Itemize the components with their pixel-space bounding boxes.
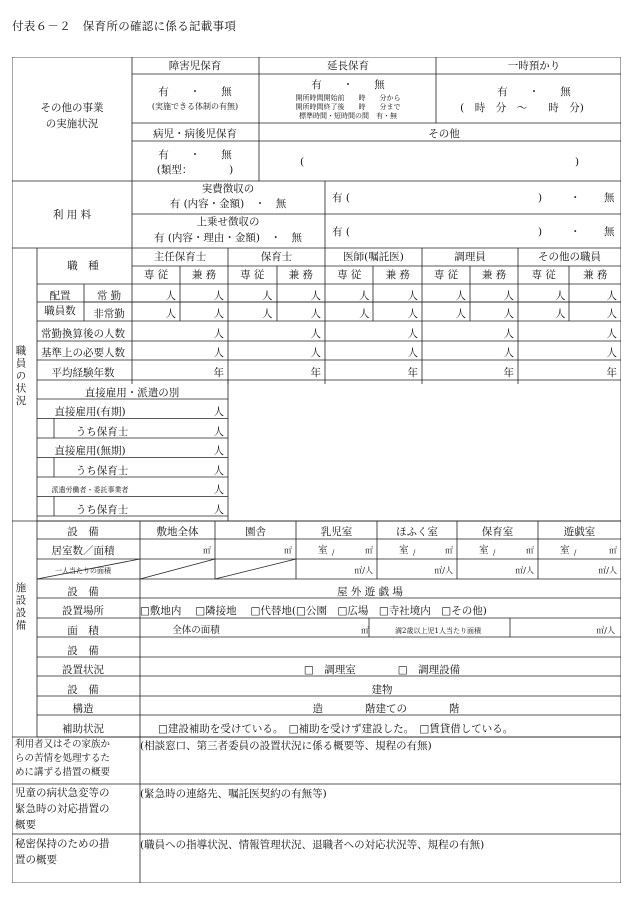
playground-header: 屋 外 遊 戯 場 xyxy=(337,586,403,598)
fte-count[interactable]: 人 xyxy=(213,328,224,340)
staff-role-header: 医師(嘱託医) xyxy=(343,251,404,263)
facility-room-unit[interactable]: 室 xyxy=(399,545,409,556)
playground-equipment-label: 設 備 xyxy=(67,586,99,598)
location-label: 設置場所 xyxy=(62,605,104,617)
extended-end-time: 開所時間終了後 時 分まで xyxy=(295,103,401,111)
other-services-label-2: の実施状況 xyxy=(45,118,99,130)
building-header: 建物 xyxy=(371,684,393,696)
sick-care-header: 病児・病後児保育 xyxy=(153,128,237,140)
facility-per-person-unit[interactable]: ㎡/人 xyxy=(354,566,373,575)
avg-years-value[interactable]: 年 xyxy=(407,367,418,379)
complaints-label-1: 利用者又はその家族か xyxy=(15,739,111,750)
fulltime-exclusive-header: 専 従 xyxy=(240,269,265,281)
extra-cost-detail-close: ) xyxy=(538,226,543,238)
sick-yes-no[interactable]: 有 ・ 無 xyxy=(158,149,232,161)
facility-room-unit[interactable]: 室 xyxy=(560,545,570,556)
regular-label: 常 勤 xyxy=(96,290,122,302)
avg-years-label: 平均経験年数 xyxy=(51,367,115,379)
extra-cost-no[interactable]: 無 xyxy=(604,226,615,238)
actual-cost-yes-no[interactable]: 有 (内容・金額) ・ 無 xyxy=(169,198,287,210)
area-label: 面 積 xyxy=(67,625,99,637)
equipment-label: 設 備 xyxy=(67,526,99,538)
grid-line xyxy=(215,559,296,579)
subsidy-options[interactable]: □建設補助を受けている。 □補助を受けず建設した。 □賃貸借している。 xyxy=(158,723,514,735)
regular-concurrent-count[interactable]: 人 xyxy=(310,290,321,302)
nonregular-concurrent-count[interactable]: 人 xyxy=(407,308,418,320)
required-count[interactable]: 人 xyxy=(606,347,617,359)
facility-room-unit[interactable]: 室 xyxy=(479,545,489,556)
fulltime-exclusive-header: 専 従 xyxy=(143,269,169,281)
nonregular-label: 非常勤 xyxy=(93,308,125,320)
fte-count[interactable]: 人 xyxy=(310,328,321,340)
nonregular-concurrent-count[interactable]: 人 xyxy=(606,308,617,320)
other-header: その他 xyxy=(428,128,460,140)
sick-type[interactable]: (類型： ) xyxy=(156,164,234,176)
staff-role-header: 保育士 xyxy=(260,251,293,263)
kitchen-options[interactable]: □ 調理室 □ 調理設備 xyxy=(303,664,461,676)
avg-years-value[interactable]: 年 xyxy=(310,367,321,379)
kitchen-equipment-label: 設 備 xyxy=(67,645,99,657)
employment-row-count[interactable]: 人 xyxy=(213,445,224,457)
actual-cost-detail-open: 有 ( xyxy=(332,192,350,204)
staff-role-header: 調理員 xyxy=(454,251,486,263)
disability-yes-no[interactable]: 有 ・ 無 xyxy=(158,86,232,98)
subsidy-label: 補助状況 xyxy=(62,723,104,735)
required-count[interactable]: 人 xyxy=(213,347,224,359)
regular-exclusive-count[interactable]: 人 xyxy=(165,290,176,302)
employment-row-count[interactable]: 人 xyxy=(213,503,224,516)
regular-exclusive-count[interactable]: 人 xyxy=(455,290,466,302)
regular-exclusive-count[interactable]: 人 xyxy=(555,290,566,302)
extended-standard-time: 標準時間・短時間の間 有・無 xyxy=(299,112,397,120)
avg-years-value[interactable]: 年 xyxy=(503,367,514,379)
other-paren-close: ) xyxy=(575,156,580,168)
page-title: 付表６－２ 保育所の確認に係る記載事項 xyxy=(12,19,237,33)
structure-label: 構造 xyxy=(72,703,94,715)
fees-label: 利 用 料 xyxy=(52,209,92,221)
extended-yes-no[interactable]: 有 ・ 無 xyxy=(311,79,385,91)
employment-header: 直接雇用・派遣の別 xyxy=(84,387,180,399)
extra-cost-detail-open: 有 ( xyxy=(332,226,350,238)
required-label: 基準上の必要人数 xyxy=(41,347,125,359)
facility-column-header: 園舎 xyxy=(245,526,266,538)
install-status-label: 設置状況 xyxy=(62,664,104,676)
nonregular-exclusive-count[interactable]: 人 xyxy=(165,308,176,320)
employment-row-label: うち保育士 xyxy=(75,464,129,477)
required-count[interactable]: 人 xyxy=(407,347,418,359)
fte-count[interactable]: 人 xyxy=(407,328,418,340)
building-equipment-label: 設 備 xyxy=(67,684,99,696)
nonregular-concurrent-count[interactable]: 人 xyxy=(503,308,514,320)
extended-start-time: 開所時間開始前 時 分から xyxy=(295,94,401,102)
location-options[interactable]: □敷地内 □隣接地 □代替地(□公園 □広場 □寺社境内 □その他) xyxy=(140,605,487,617)
facility-slash: / xyxy=(332,549,335,557)
avg-years-value[interactable]: 年 xyxy=(213,367,224,379)
other-paren-open: ( xyxy=(300,156,305,168)
required-count[interactable]: 人 xyxy=(310,347,321,359)
facility-slash: / xyxy=(574,549,577,557)
nonregular-exclusive-count[interactable]: 人 xyxy=(555,308,566,320)
employment-row-label: うち保育士 xyxy=(75,425,129,438)
facility-per-person-unit[interactable]: ㎡/人 xyxy=(515,566,534,575)
facility-column-header: 保育室 xyxy=(481,526,514,538)
fulltime-exclusive-header: 専 従 xyxy=(531,269,556,281)
actual-cost-no[interactable]: 無 xyxy=(604,192,615,204)
confidentiality-value[interactable]: (職員への指導状況、情報管理状況、退職者への対応状況等、規程の有無) xyxy=(140,839,485,851)
per-person-area-label: 一人当たりの面積 xyxy=(55,567,111,575)
facility-section-label: 施設設備 xyxy=(14,582,27,632)
extra-cost-yes-no[interactable]: 有 (内容・理由・金額) ・ 無 xyxy=(153,232,303,244)
confidentiality-label-2: 置の概要 xyxy=(15,854,57,866)
fulltime-exclusive-header: 専 従 xyxy=(433,269,459,281)
emergency-label-3: 概要 xyxy=(15,819,36,831)
actual-cost-detail-close: ) xyxy=(538,192,543,204)
facility-area-unit[interactable]: ㎡ xyxy=(284,546,292,555)
confidentiality-label-1: 秘密保持のための措 xyxy=(15,838,110,850)
regular-exclusive-count[interactable]: 人 xyxy=(359,290,370,302)
complaints-label-2: らの苦情を処理するた xyxy=(15,753,111,764)
facility-slash: / xyxy=(493,549,496,557)
facility-area-unit[interactable]: ㎡ xyxy=(609,546,617,555)
regular-concurrent-count[interactable]: 人 xyxy=(407,290,418,302)
rooms-area-label: 居室数／面積 xyxy=(51,545,115,557)
employment-row-label: 派遣労働者・委託事業者 xyxy=(51,486,129,494)
employment-row-label: うち保育士 xyxy=(75,503,129,516)
extra-cost-label: 上乗せ徴収の xyxy=(196,216,260,228)
disability-care-header: 障害児保育 xyxy=(168,60,222,72)
temporary-yes-no[interactable]: 有 ・ 無 xyxy=(497,86,571,98)
regular-concurrent-count[interactable]: 人 xyxy=(503,290,514,302)
employment-row-label: 直接雇用(有期) xyxy=(54,406,126,418)
total-area-unit: ㎡ xyxy=(361,626,369,635)
complaints-value[interactable]: (相談窓口、第三者委員の設置状況に係る概要等、規程の有無) xyxy=(140,740,432,752)
employment-row-count[interactable]: 人 xyxy=(213,484,224,496)
required-count[interactable]: 人 xyxy=(503,347,514,359)
concurrent-header: 兼 務 xyxy=(288,269,313,281)
concurrent-header: 兼 務 xyxy=(385,269,410,281)
job-type-label: 職 種 xyxy=(67,260,99,272)
nonregular-concurrent-count[interactable]: 人 xyxy=(310,308,321,320)
staff-role-header: 主任保育士 xyxy=(153,251,207,263)
employment-row-count[interactable]: 人 xyxy=(213,425,224,438)
fte-count[interactable]: 人 xyxy=(606,328,617,340)
concurrent-header: 兼 務 xyxy=(481,269,507,281)
regular-exclusive-count[interactable]: 人 xyxy=(262,290,273,302)
total-area-label: 全体の面積 xyxy=(172,625,220,636)
facility-area-unit[interactable]: ㎡ xyxy=(445,546,453,555)
temporary-care-header: 一時預かり xyxy=(507,60,561,72)
temporary-time[interactable]: ( 時 分 ～ 時 分) xyxy=(460,102,584,114)
facility-per-person-unit[interactable]: ㎡/人 xyxy=(598,566,617,575)
grid-line xyxy=(140,559,215,579)
disability-note: (実施できる体制の有無) xyxy=(151,102,239,111)
actual-cost-dot: ・ xyxy=(570,192,581,204)
placement-label: 配置 xyxy=(49,290,71,302)
facility-area-unit[interactable]: ㎡ xyxy=(365,546,373,555)
avg-years-value[interactable]: 年 xyxy=(606,367,617,379)
other-services-label: その他の事業 xyxy=(40,102,104,114)
nonregular-exclusive-count[interactable]: 人 xyxy=(262,308,273,320)
facility-column-header: 敷地全体 xyxy=(156,526,199,538)
concurrent-header: 兼 務 xyxy=(583,269,608,281)
fulltime-exclusive-header: 専 従 xyxy=(337,269,362,281)
form-table xyxy=(12,57,621,883)
nonregular-concurrent-count[interactable]: 人 xyxy=(213,308,224,320)
concurrent-header: 兼 務 xyxy=(191,269,217,281)
staff-section-label: 職員の状況 xyxy=(14,345,27,408)
facility-area-unit[interactable]: ㎡ xyxy=(526,546,534,555)
structure-value[interactable]: 造 階建ての 階 xyxy=(312,703,460,715)
facility-per-person-unit[interactable]: ㎡/人 xyxy=(434,566,453,575)
employment-row-label: 直接雇用(無期) xyxy=(54,445,126,457)
emergency-label-1: 児童の病状急変等の xyxy=(15,787,110,799)
regular-concurrent-count[interactable]: 人 xyxy=(213,290,224,302)
extended-care-header: 延長保育 xyxy=(327,60,369,72)
extra-cost-dot: ・ xyxy=(570,226,581,238)
placement-label-2: 職員数 xyxy=(44,305,76,317)
complaints-label-3: めに講ずる措置の概要 xyxy=(15,767,111,778)
actual-cost-label: 実費徴収の xyxy=(201,183,255,195)
facility-column-header: ほふく室 xyxy=(396,526,438,538)
nonregular-exclusive-count[interactable]: 人 xyxy=(359,308,370,320)
facility-area-unit[interactable]: ㎡ xyxy=(203,546,211,555)
staff-role-header: その他の職員 xyxy=(538,251,601,263)
regular-concurrent-count[interactable]: 人 xyxy=(606,290,617,302)
facility-slash: / xyxy=(413,549,416,557)
employment-row-count[interactable]: 人 xyxy=(213,464,224,477)
emergency-label-2: 緊急時の対応措置の xyxy=(15,803,110,815)
employment-row-count[interactable]: 人 xyxy=(213,406,224,418)
fte-label: 常勤換算後の人数 xyxy=(41,328,125,340)
emergency-value[interactable]: (緊急時の連絡先、嘱託医契約の有無等) xyxy=(140,788,327,800)
under2-area-unit: ㎡/人 xyxy=(596,626,615,635)
facility-column-header: 遊戯室 xyxy=(563,526,596,538)
facility-room-unit[interactable]: 室 xyxy=(318,545,328,556)
nonregular-exclusive-count[interactable]: 人 xyxy=(455,308,466,320)
under2-area-label: 満2歳以上児1人当たり面積 xyxy=(395,627,481,635)
fte-count[interactable]: 人 xyxy=(503,328,514,340)
facility-column-header: 乳児室 xyxy=(320,526,353,538)
